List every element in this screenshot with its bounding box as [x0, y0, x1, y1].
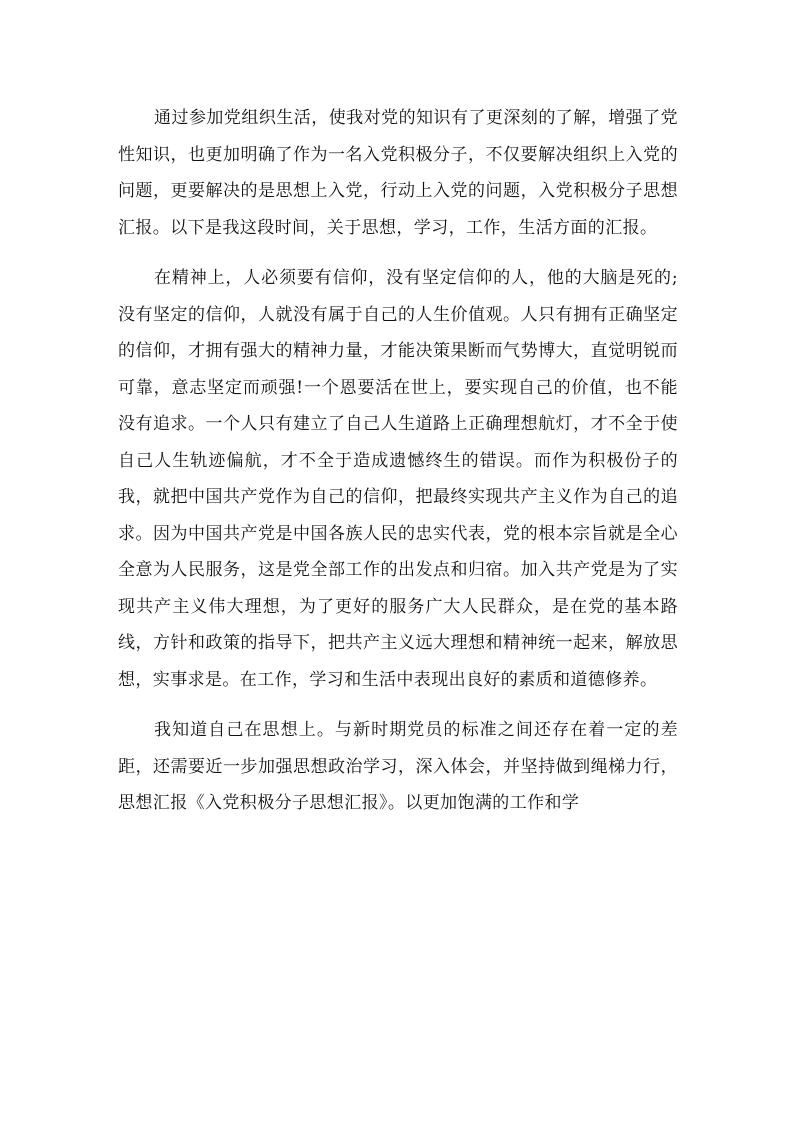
paragraph-1: 通过参加党组织生活，使我对党的知识有了更深刻的了解，增强了党性知识，也更加明确了作为一名入党积极分子，不仅要解决组织上入党的问题，更要解决的是思想上入党，行动上入党的问题，入党积极分子思想汇报。以下是我这段时间，关于思想，学习，工作，生活方面的汇报。 — [118, 108, 678, 238]
paragraph-2: 在精神上，人必须要有信仰，没有坚定信仰的人，他的大脑是死的;没有坚定的信仰，人就没有属于自己的人生价值观。人只有拥有正确坚定的信仰，才拥有强大的精神力量，才能决策果断而气势博大，直觉明锐而可靠，意志坚定而顽强!一个恩要活在世上，要实现自己的价值，也不能没有追求。一个人只有建立了自己人生道路上正确理想航灯，才不全于使自己人生轨迹偏航，才不全于造成遗憾终生的错误。而作为积极份子的我，就把中国共产党作为自己的信仰，把最终实现共产主义作为自己的追求。因为中国共产党是中国各族人民的忠实代表，党的根本宗旨就是全心全意为人民服务，这是党全部工作的出发点和归宿。加入共产党是为了实现共产主义伟大理想，为了更好的服务广大人民群众，是在党的基本路线，方针和政策的指导下，把共产主义远大理想和精神统一起来，解放思想，实事求是。在工作，学习和生活中表现出良好的素质和道德修养。 — [118, 268, 678, 690]
paragraph-3: 我知道自己在思想上。与新时期党员的标准之间还存在着一定的差距，还需要近一步加强思想政治学习，深入体会，并坚持做到绳梯力行，思想汇报《入党积极分子思想汇报》。以更加饱满的工作和学 — [118, 720, 678, 813]
document-body — [118, 100, 678, 822]
